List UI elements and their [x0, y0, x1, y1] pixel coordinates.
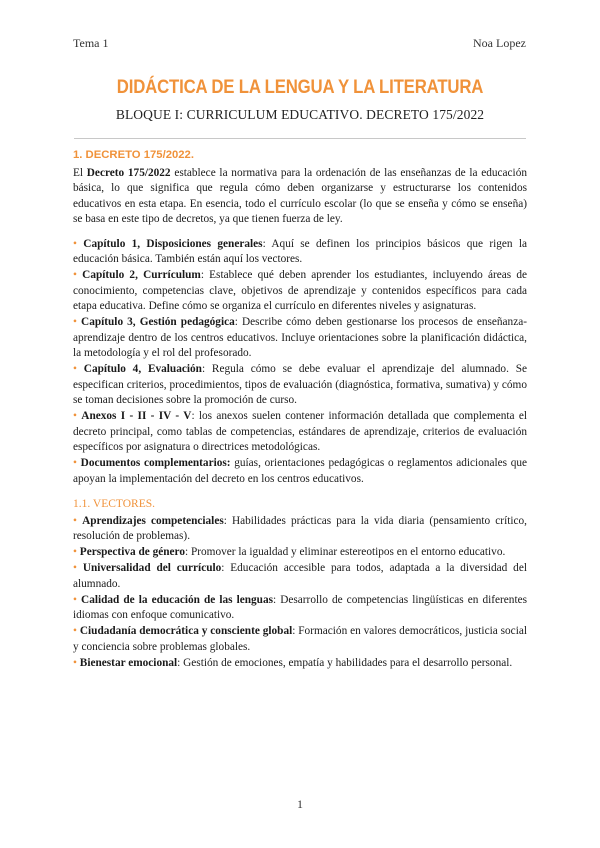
bullet-icon: • [73, 269, 77, 281]
list-item-description: : Habilidades prácticas para la vida diaria (pensamiento crítico, resolución de problemas). [73, 514, 527, 542]
bullet-icon: • [73, 562, 77, 574]
list-item-term: Bienestar emocional [79, 656, 178, 669]
decree-structure-item [73, 409, 527, 456]
list-item-description: : Formación en valores democráticos, justicia social y conciencia sobre problemas globales. [73, 625, 527, 653]
document-subtitle: BLOQUE I: CURRICULUM EDUCATIVO. DECRETO 175/2022 [115, 107, 485, 122]
bullet-icon: • [73, 410, 77, 422]
list-item-description: : Desarrollo de competencias lingüísticas en diferentes idiomas con enfoque comunicativo. [73, 593, 528, 621]
bullet-icon: • [73, 237, 77, 250]
list-item-term: Calidad de la educación de las lenguas [81, 593, 274, 606]
header-topic: Tema 1 [73, 36, 109, 50]
list-item-term: Capítulo 1, Disposiciones generales [83, 237, 263, 250]
bullet-icon: • [73, 457, 77, 469]
title-divider [74, 138, 526, 139]
list-item-term: Perspectiva de género [79, 546, 185, 558]
decree-structure-item [73, 362, 527, 409]
list-item-term: Anexos I - II - IV - V [81, 410, 192, 422]
document-body [73, 148, 527, 672]
vectors-list [73, 514, 527, 672]
intro-text-pre: El [73, 166, 87, 179]
list-item-description: : Aquí se definen los principios básicos que rigen la educación básica. También están aquí los vectores. [73, 237, 527, 265]
bullet-icon: • [73, 363, 77, 375]
list-item-term: Documentos complementarios: [80, 457, 231, 469]
decree-structure-list [73, 237, 527, 488]
list-item-description: guías, orientaciones pedagógicas o reglamentos adicionales que apoyan la implementación del decreto en los centros educativos. [73, 457, 528, 485]
bullet-icon: • [73, 593, 77, 606]
bullet-icon: • [73, 625, 77, 637]
list-item-term: Universalidad del currículo [82, 562, 222, 574]
list-item-description: : Educación accesible para todos, adaptada a la diversidad del alumnado. [73, 562, 527, 590]
intro-paragraph [73, 166, 527, 228]
section-heading-vectores: 1.1. VECTORES. [73, 498, 156, 510]
decree-structure-item [73, 237, 527, 268]
document-title: DIDÁCTICA DE LA LENGUA Y LA LITERATURA [116, 76, 484, 98]
vector-item [73, 545, 527, 561]
bullet-icon: • [73, 514, 77, 527]
vector-item [73, 561, 527, 592]
list-item-description: : Gestión de emociones, empatía y habilidades para el desarrollo personal. [177, 656, 513, 669]
vector-item [73, 593, 527, 624]
section-heading-decreto: 1. DECRETO 175/2022. [73, 149, 194, 161]
intro-text-bold: Decreto 175/2022 [86, 166, 171, 179]
vector-item [73, 656, 527, 672]
list-item-description: : Regula cómo se debe evaluar el aprendizaje del alumnado. Se especifican criterios, procedimientos, tipos de evaluación (diagnóstica, formativa, sumativa) y cómo se toman decisiones sobre la promoción de curso. [73, 363, 527, 406]
decree-structure-item [73, 456, 527, 487]
header-author: Noa Lopez [473, 36, 526, 50]
list-item-term: Aprendizajes competenciales [82, 514, 224, 527]
decree-structure-item [73, 315, 527, 362]
intro-text-post: establece la normativa para la ordenación de las enseñanzas de la educación básica, lo que significa que regula cómo deben organizarse y estructurarse los contenidos educativos en esta etapa. En esencia, todo el currículo escolar (lo que se enseña y cómo se enseña) se basa en este tipo de decretos, ya que tienen fuerza de ley. [73, 166, 527, 225]
vector-item [73, 624, 527, 655]
bullet-icon: • [73, 316, 77, 328]
list-item-description: : los anexos suelen contener información detallada que complementa el decreto principal, como tablas de competencias, estándares de aprendizaje, criterios de evaluación específicos por asignatura o directrices metodológicas. [73, 410, 528, 453]
list-item-term: Ciudadanía democrática y consciente global [79, 625, 293, 637]
list-item-term: Capítulo 3, Gestión pedagógica [81, 316, 235, 328]
page-number: 1 [297, 797, 303, 811]
decree-structure-item [73, 268, 527, 315]
bullet-icon: • [73, 546, 77, 558]
list-item-description: : Describe cómo deben gestionarse los procesos de enseñanza-aprendizaje dentro de los centros educativos. Incluye orientaciones sobre la planificación didáctica, la metodología y el rol del profesorado. [73, 316, 527, 359]
list-item-term: Capítulo 2, Currículum [82, 269, 201, 281]
list-item-description: : Establece qué deben aprender los estudiantes, incluyendo áreas de conocimiento, competencias clave, objetivos de aprendizaje y contenidos específicos para cada etapa educativa. Define cómo se organiza el currículo en diferentes niveles y asignaturas. [73, 269, 528, 312]
list-item-description: : Promover la igualdad y eliminar estereotipos en el entorno educativo. [185, 546, 506, 558]
list-item-term: Capítulo 4, Evaluación [83, 363, 202, 375]
bullet-icon: • [73, 656, 77, 669]
vector-item [73, 514, 527, 545]
